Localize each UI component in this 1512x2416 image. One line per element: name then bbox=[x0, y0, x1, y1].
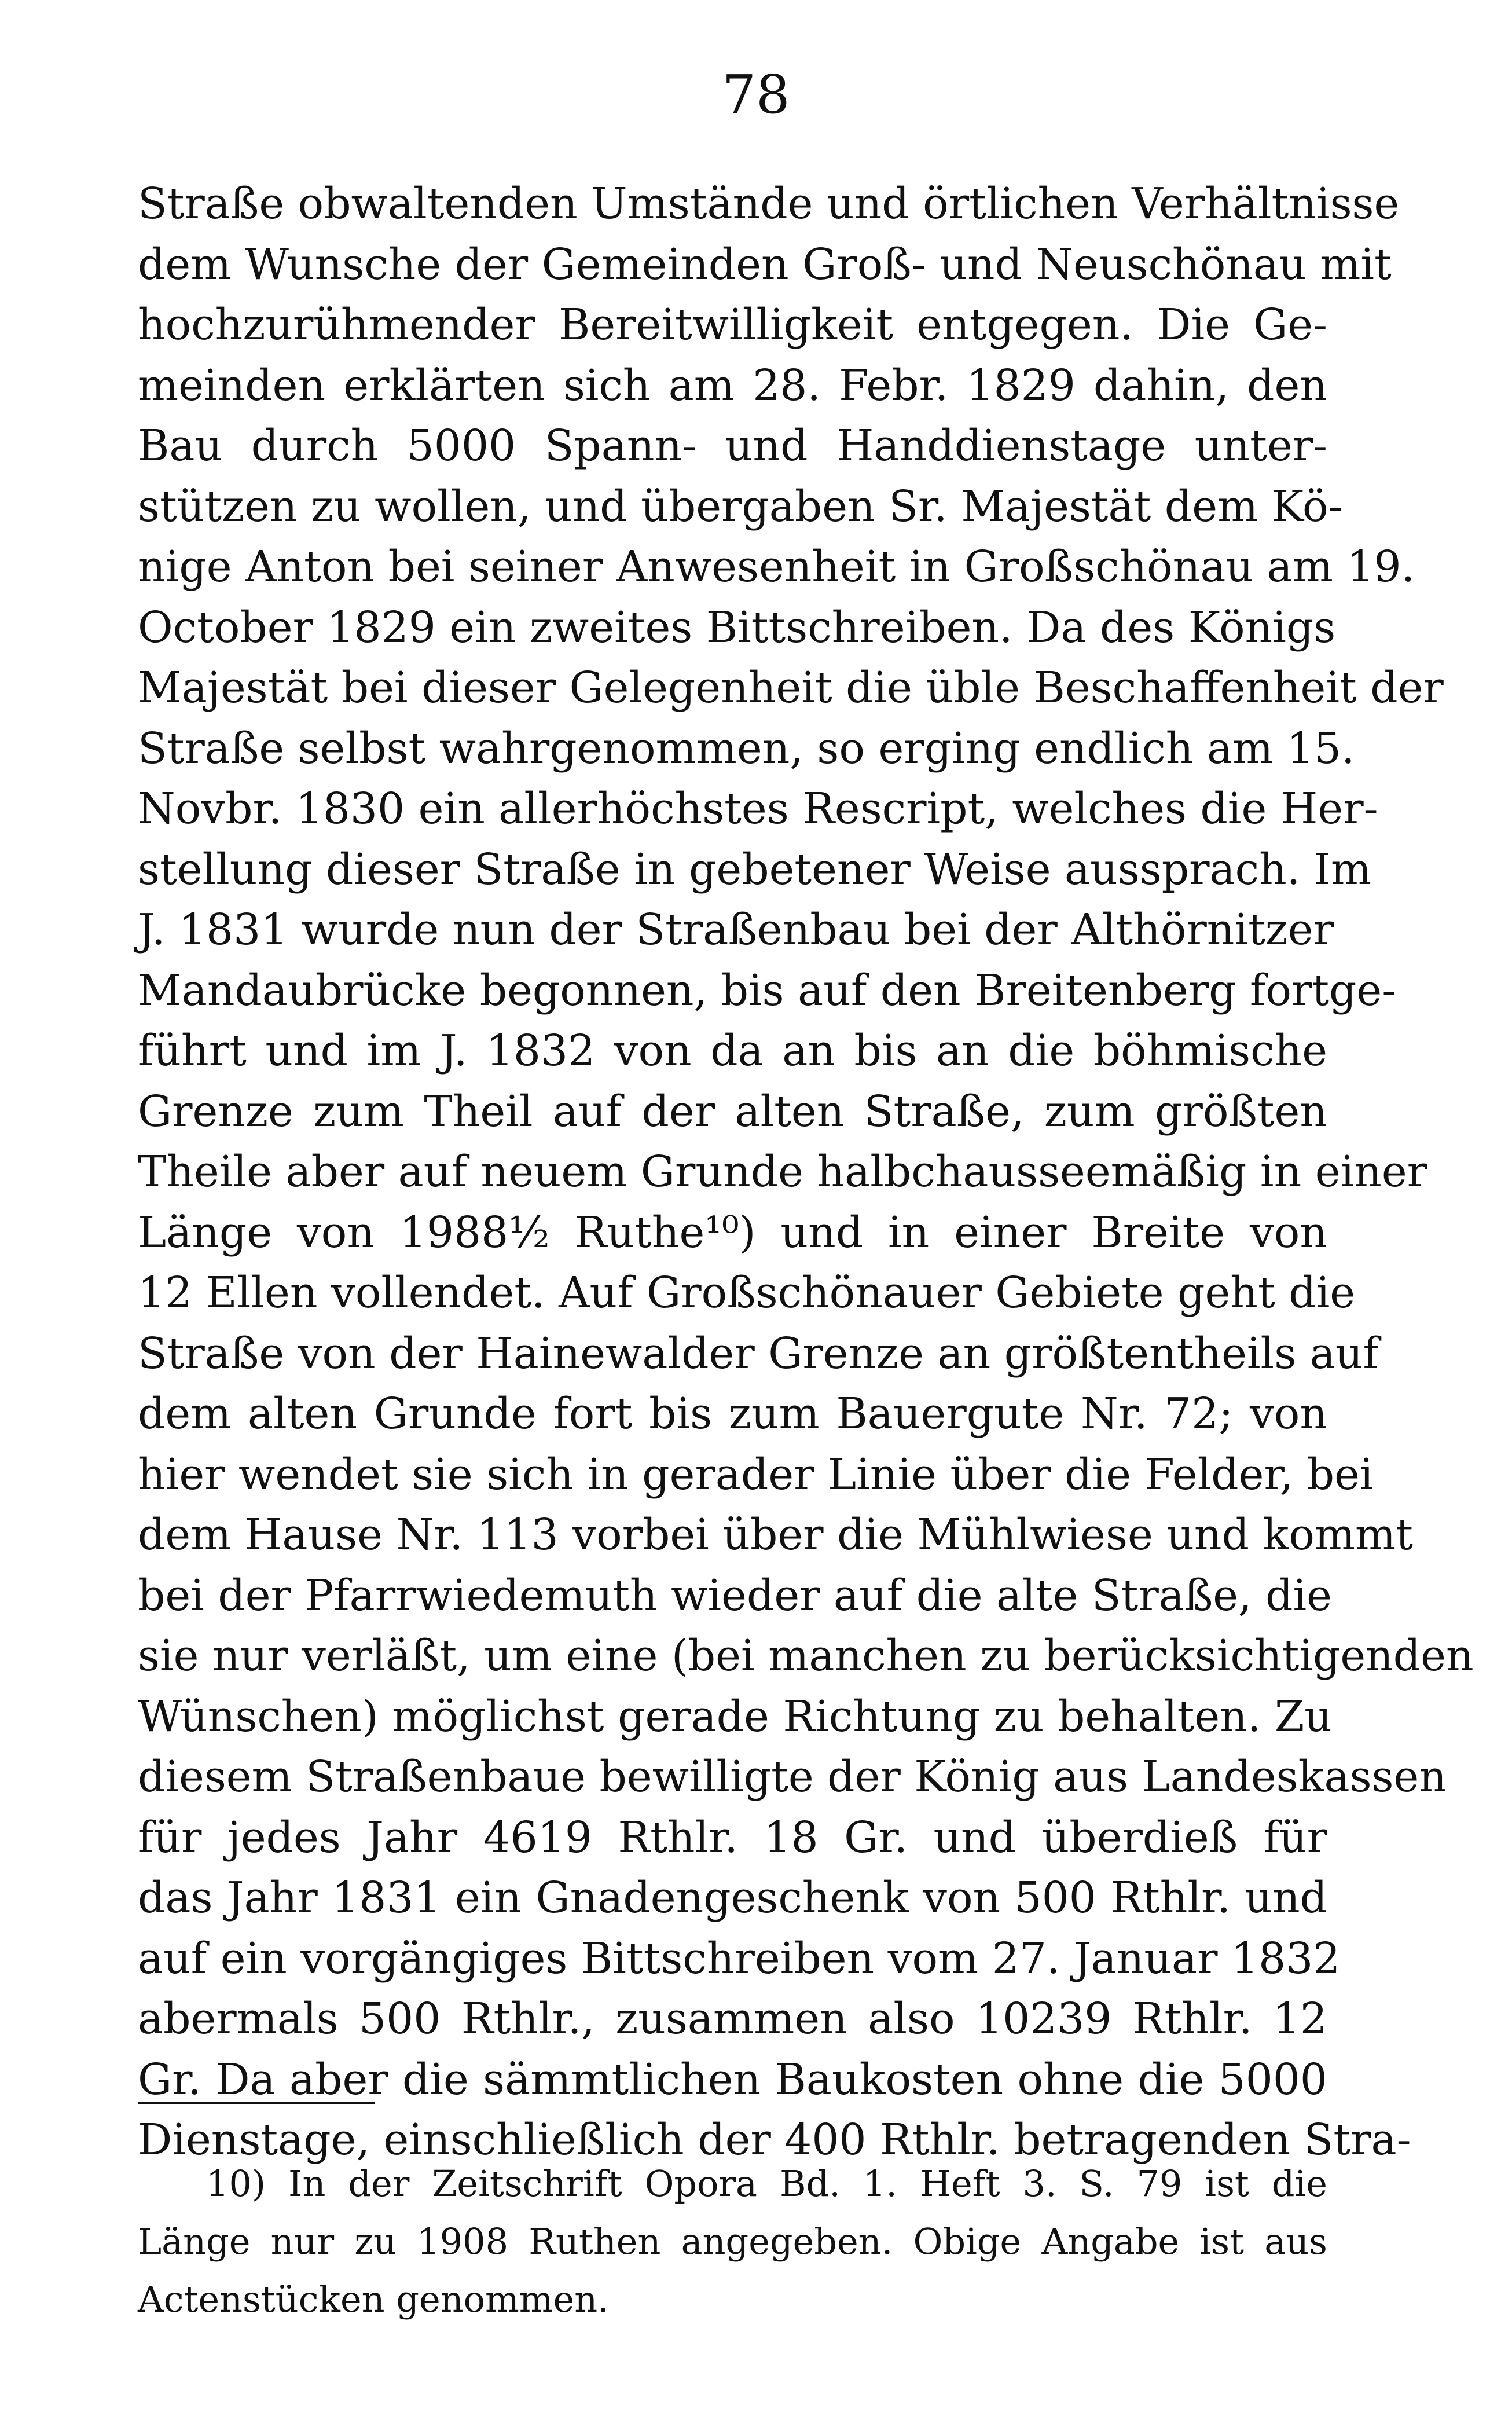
footnote-line: Actenstücken genommen. bbox=[138, 2278, 609, 2320]
text-line: Grenze zum Theil auf der alten Straße, zum größten bbox=[138, 1086, 1327, 1136]
text-line: dem Hause Nr. 113 vorbei über die Mühlwiese und kommt bbox=[138, 1510, 1413, 1560]
text-line: Mandaubrücke begonnen, bis auf den Breitenberg fortge- bbox=[138, 965, 1397, 1015]
text-line: abermals 500 Rthlr., zusammen also 10239 Rthlr. 12 bbox=[138, 1994, 1327, 2044]
text-line: Majestät bei dieser Gelegenheit die üble Beschaffenheit der bbox=[138, 663, 1444, 713]
footnote-divider bbox=[138, 2102, 375, 2104]
text-line: meinden erklärten sich am 28. Febr. 1829 dahin, den bbox=[138, 360, 1327, 410]
text-line: sie nur verläßt, um eine (bei manchen zu berücksichtigenden bbox=[138, 1631, 1474, 1681]
text-line: dem alten Grunde fort bis zum Bauergute Nr. 72; von bbox=[138, 1389, 1327, 1439]
main-text bbox=[138, 174, 1474, 2171]
text-line: Straße selbst wahrgenommen, so erging endlich am 15. bbox=[138, 723, 1355, 773]
footnote-line: 10) In der Zeitschrift Opora Bd. 1. Heft 3. S. 79 ist die bbox=[206, 2162, 1327, 2205]
text-line-with-footnote-ref: Länge von 1988½ Ruthe¹⁰) und in einer Breite von bbox=[138, 1207, 1327, 1258]
text-line: Straße obwaltenden Umstände und örtlichen Verhältnisse bbox=[138, 179, 1400, 229]
text-line: Straße von der Hainewalder Grenze an größtentheils auf bbox=[138, 1328, 1379, 1379]
text-line: hochzurühmender Bereitwilligkeit entgegen. Die Ge- bbox=[138, 300, 1327, 350]
text-line: stellung dieser Straße in gebetener Weise aussprach. Im bbox=[138, 844, 1372, 894]
text-line: nige Anton bei seiner Anwesenheit in Großschönau am 19. bbox=[138, 542, 1415, 592]
text-line: stützen zu wollen, und übergaben Sr. Majestät dem Kö- bbox=[138, 481, 1343, 531]
text-line: hier wendet sie sich in gerader Linie über die Felder, bei bbox=[138, 1449, 1374, 1500]
text-line: 12 Ellen vollendet. Auf Großschönauer Gebiete geht die bbox=[138, 1268, 1356, 1318]
text-line: dem Wunsche der Gemeinden Groß- und Neuschönau mit bbox=[138, 239, 1392, 289]
text-line: Wünschen) möglichst gerade Richtung zu behalten. Zu bbox=[138, 1691, 1332, 1742]
text-line: führt und im J. 1832 von da an bis an die böhmische bbox=[138, 1026, 1327, 1076]
text-line: Novbr. 1830 ein allerhöchstes Rescript, welches die Her- bbox=[138, 784, 1378, 834]
text-line: für jedes Jahr 4619 Rthlr. 18 Gr. und überdieß für bbox=[138, 1812, 1327, 1863]
text-line: Theile aber auf neuem Grunde halbchausseemäßig in einer bbox=[138, 1147, 1428, 1197]
text-line: Gr. Da aber die sämmtlichen Baukosten ohne die 5000 bbox=[138, 2054, 1327, 2105]
footnote bbox=[138, 2155, 1327, 2329]
text-line: October 1829 ein zweites Bittschreiben. Da des Königs bbox=[138, 602, 1336, 652]
page-number: 78 bbox=[722, 64, 790, 126]
footnote-line: Länge nur zu 1908 Ruthen angegeben. Obige Angabe ist aus bbox=[138, 2220, 1327, 2263]
text-line: Dienstage, einschließlich der 400 Rthlr. betragenden Stra- bbox=[138, 2115, 1411, 2165]
text-line: Bau durch 5000 Spann- und Handdienstage unter- bbox=[138, 421, 1327, 471]
text-line: auf ein vorgängiges Bittschreiben vom 27. Januar 1832 bbox=[138, 1933, 1341, 1984]
text-line: diesem Straßenbaue bewilligte der König aus Landeskassen bbox=[138, 1752, 1447, 1802]
text-line: das Jahr 1831 ein Gnadengeschenk von 500 Rthlr. und bbox=[138, 1873, 1327, 1923]
text-line: bei der Pfarrwiedemuth wieder auf die alte Straße, die bbox=[138, 1570, 1332, 1621]
text-line: J. 1831 wurde nun der Straßenbau bei der Althörnitzer bbox=[138, 905, 1334, 955]
